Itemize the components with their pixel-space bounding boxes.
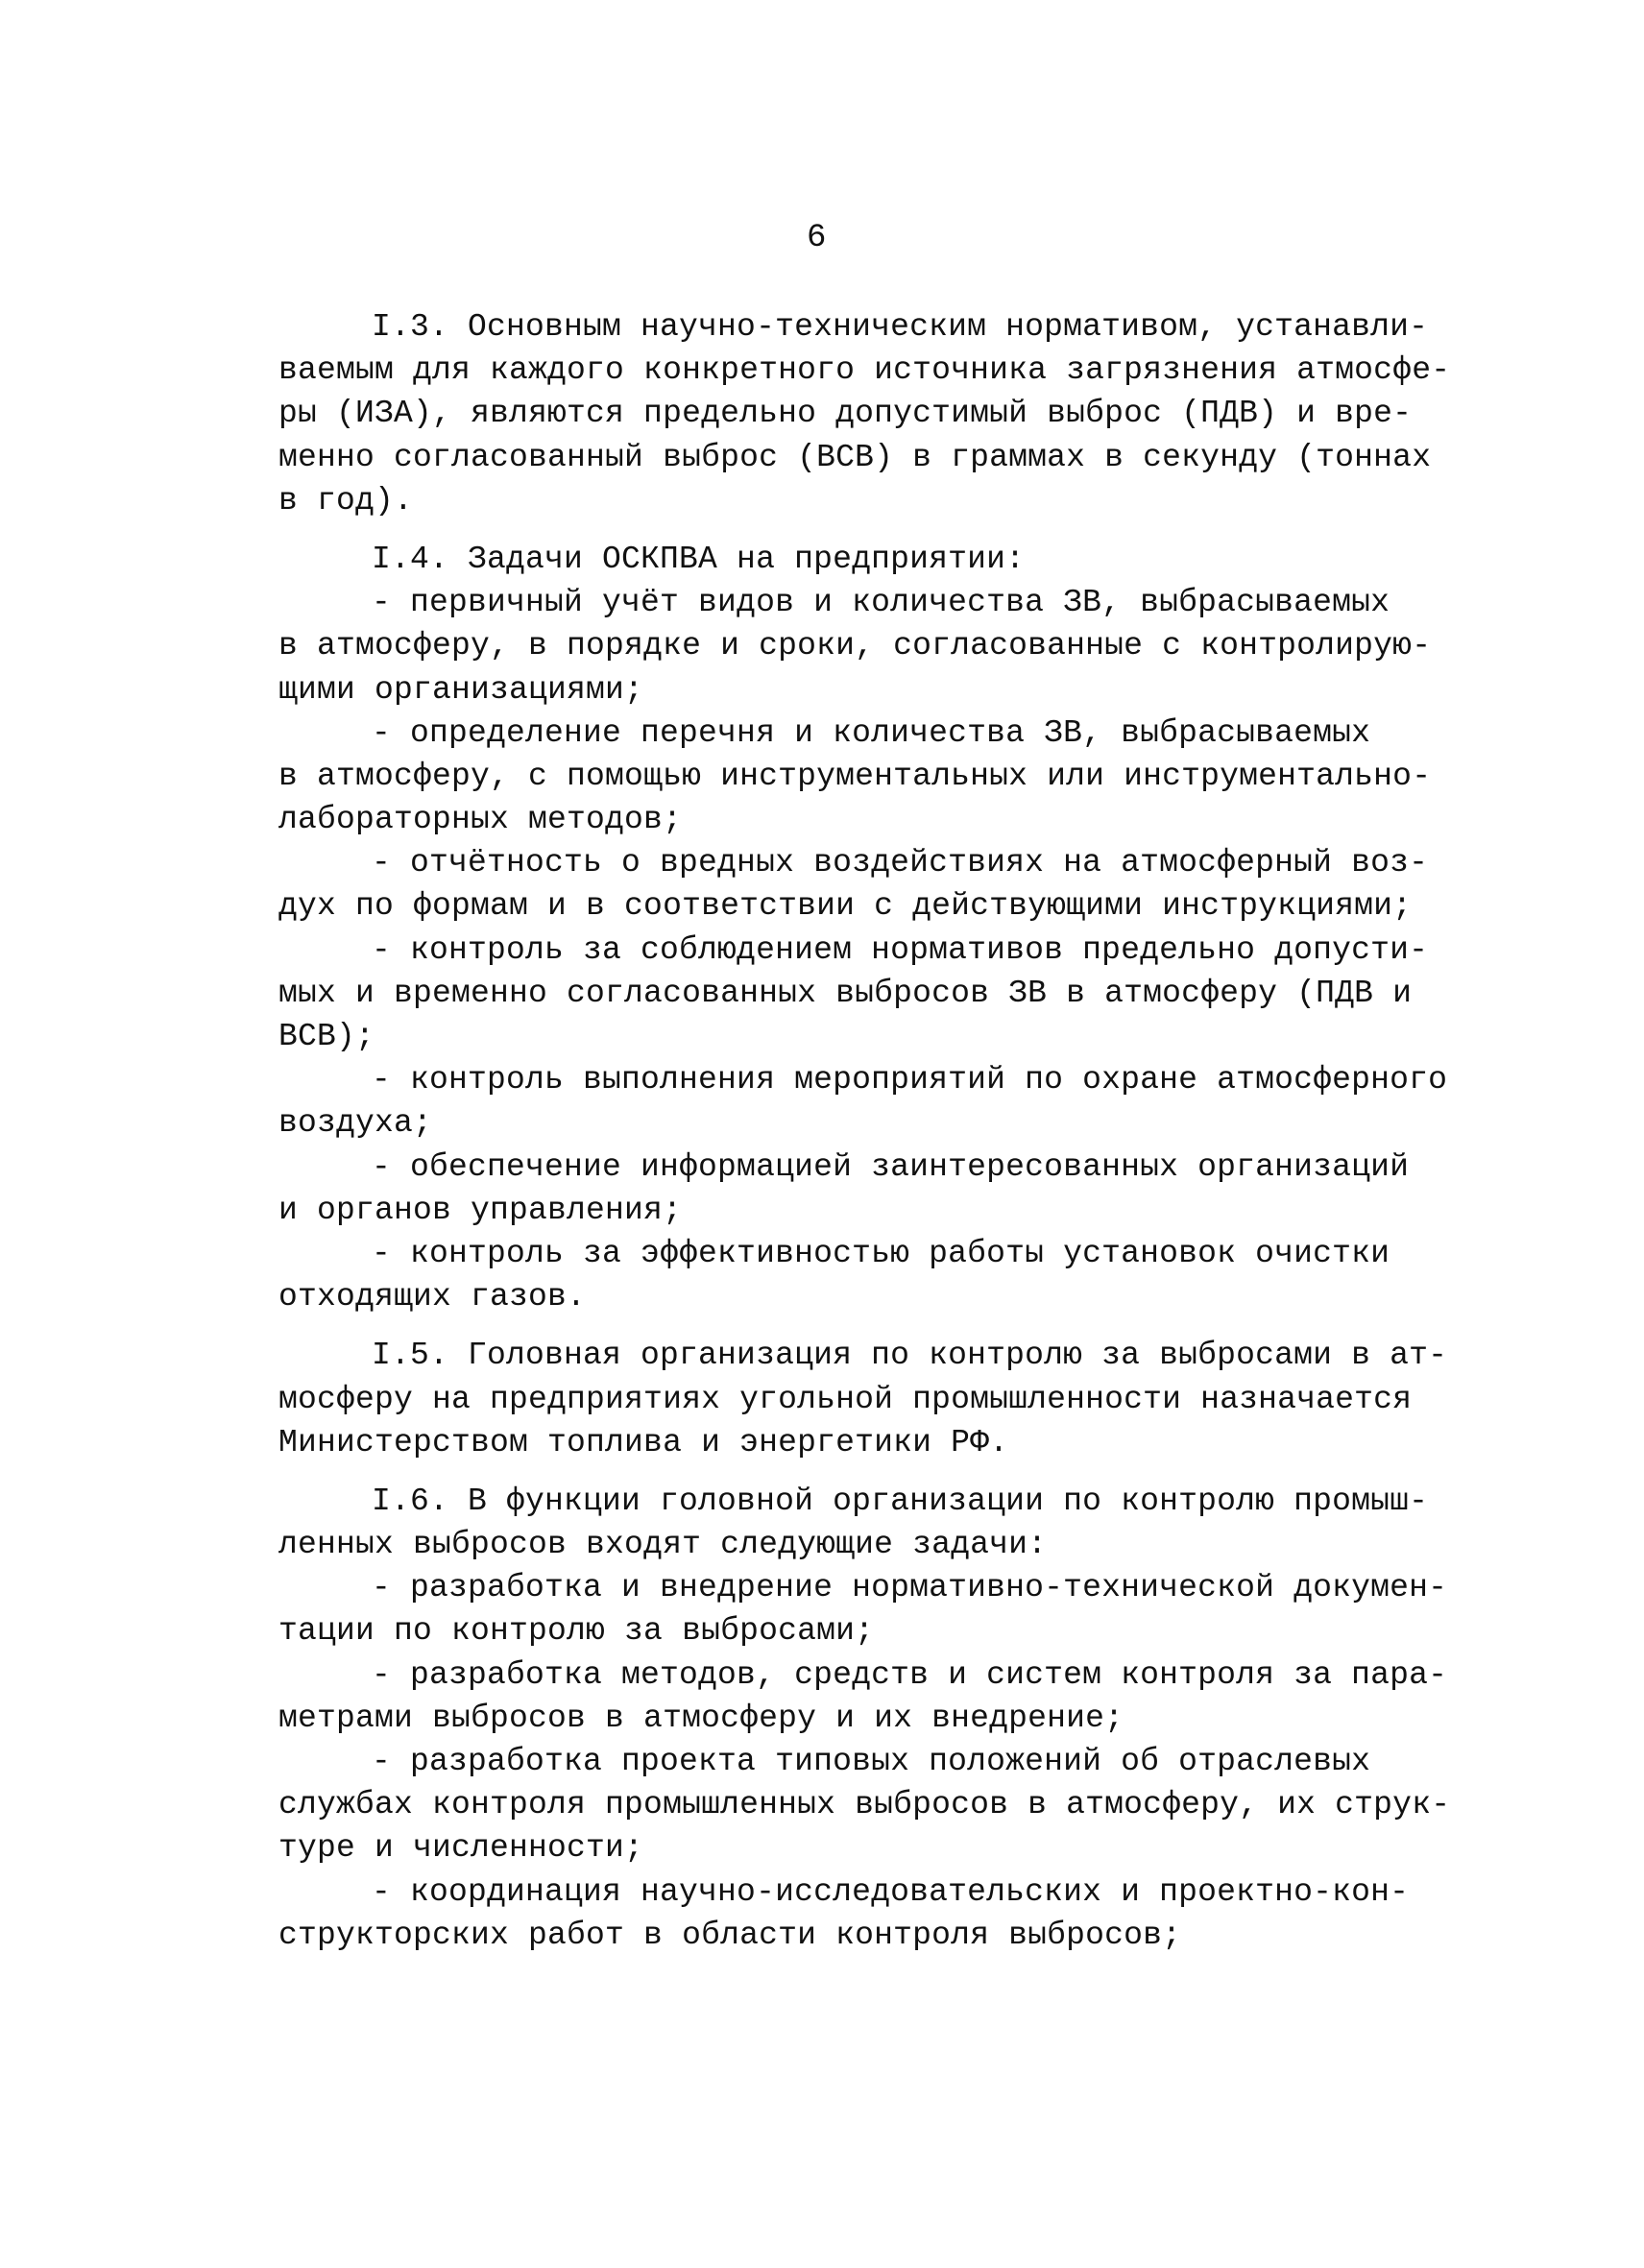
text-line: ленных выбросов входят следующие задачи:	[278, 1527, 1048, 1563]
text-line: лабораторных методов;	[278, 802, 683, 838]
text-line: мых и временно согласованных выбросов ЗВ в атмосферу (ПДВ и	[278, 975, 1413, 1011]
text-line: в год).	[278, 482, 414, 519]
text-line: ваемым для каждого конкретного источника загрязнения атмосфе-	[278, 352, 1451, 389]
text-line: - контроль за соблюдением нормативов предельно допусти-	[372, 931, 1429, 968]
paragraph	[278, 1334, 1448, 1464]
text-line: в атмосферу, в порядке и сроки, согласованные с контролирую-	[278, 628, 1432, 664]
text-line: дух по формам и в соответствии с действующими инструкциями;	[278, 888, 1413, 925]
text-line: в атмосферу, с помощью инструментальных или инструментально-	[278, 758, 1432, 794]
text-line: метрами выбросов в атмосферу и их внедрение;	[278, 1700, 1124, 1736]
text-line: туре и численности;	[278, 1830, 644, 1867]
text-line: - разработка и внедрение нормативно-технической докумен-	[372, 1570, 1448, 1606]
paragraph	[278, 1480, 1451, 1957]
text-line: службах контроля промышленных выбросов в атмосферу, их струк-	[278, 1787, 1451, 1823]
text-line: воздуха;	[278, 1105, 433, 1142]
text-line: Министерством топлива и энергетики РФ.	[278, 1424, 1009, 1460]
text-line: ВСВ);	[278, 1019, 375, 1054]
text-line: - отчётность о вредных воздействиях на атмосферный воз-	[372, 845, 1429, 881]
text-line: мосферу на предприятиях угольной промышленности назначается	[278, 1381, 1413, 1417]
text-line: I.6. В функции головной организации по контролю промыш-	[372, 1483, 1429, 1519]
text-line: - контроль за эффективностью работы установок очистки	[372, 1235, 1390, 1271]
paragraph	[278, 538, 1448, 1318]
paragraph	[278, 305, 1451, 522]
text-line: - разработка методов, средств и систем контроля за пара-	[372, 1656, 1448, 1693]
text-line: - разработка проекта типовых положений об отраслевых	[372, 1744, 1371, 1779]
text-line: менно согласованный выброс (ВСВ) в граммах в секунду (тоннах	[278, 439, 1432, 475]
text-line: I.3. Основным научно-техническим нормативом, устанавли-	[372, 309, 1429, 345]
text-line: и органов управления;	[278, 1192, 683, 1228]
text-line: структорских работ в области контроля выбросов;	[278, 1917, 1182, 1953]
text-line: тации по контролю за выбросами;	[278, 1613, 875, 1650]
text-line: отходящих газов.	[278, 1279, 587, 1315]
text-line: I.4. Задачи ОСКПВА на предприятии:	[372, 541, 1026, 577]
text-line: щими организациями;	[278, 671, 644, 708]
text-line: - первичный учёт видов и количества ЗВ, выбрасываемых	[372, 585, 1390, 621]
text-line: - контроль выполнения мероприятий по охране атмосферного	[372, 1062, 1448, 1098]
text-line: - координация научно-исследовательских и проектно-кон-	[372, 1873, 1410, 1910]
page-number: 6	[807, 220, 827, 256]
text-line: I.5. Головная организация по контролю за выбросами в ат-	[372, 1338, 1448, 1374]
text-line: - обеспечение информацией заинтересованных организаций	[372, 1148, 1410, 1185]
text-line: ры (ИЗА), являются предельно допустимый выброс (ПДВ) и вре-	[278, 396, 1413, 432]
text-line: - определение перечня и количества ЗВ, выбрасываемых	[372, 714, 1371, 751]
document-body	[278, 305, 1451, 1957]
